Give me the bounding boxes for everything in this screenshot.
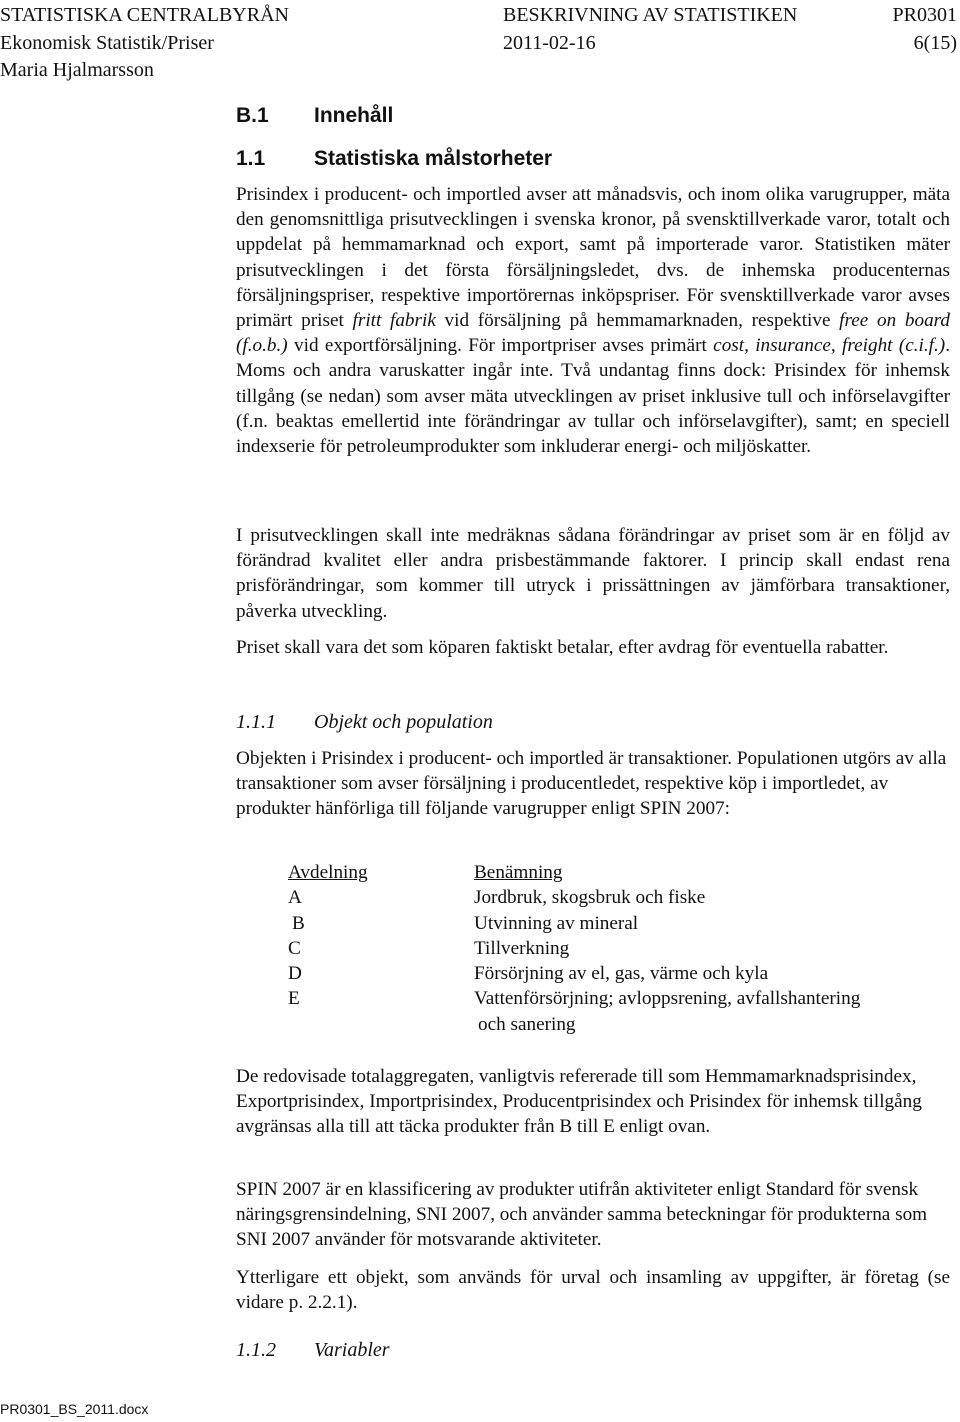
paragraph-population: Objekten i Prisindex i producent- och importled är transaktioner. Populationen utgörs av alla transaktioner som avser försäljning i producentledet, respektive köp i importledet, av produkter hänförliga till följande varugrupper enligt SPIN 2007: [236, 748, 947, 820]
header-doc-code: PR0301 [892, 4, 957, 26]
subsection-111-title: Objekt och population [314, 711, 493, 733]
table-cell-name: Utvinning av mineral [474, 912, 639, 934]
subsection-112-number: 1.1.2 [236, 1339, 276, 1361]
page-header-row-2 [0, 31, 960, 55]
header-date: 2011-02-16 [503, 32, 596, 54]
footer-filename: PR0301_BS_2011.docx [0, 1401, 149, 1417]
subsection-title: Statistiska målstorheter [314, 147, 553, 170]
paragraph-goal [236, 182, 950, 459]
subsection-number: 1.1 [236, 147, 266, 170]
spin-table [236, 860, 950, 1037]
table-cell-code: D [288, 963, 302, 985]
table-cell-code: C [288, 937, 301, 959]
table-cell-code: A [288, 887, 302, 909]
paragraph-goal-part-c: vid exportförsäljning. För importpriser avses primärt [287, 335, 714, 357]
table-row [236, 911, 950, 936]
page-header-row-3 [0, 58, 960, 82]
paragraph-goal-part-a: Prisindex i producent- och importled avser att månadsvis, och inom olika varugrupper, mäta den genomsnittliga prisutvecklingen i svenska kronor, på svensktillverkade varor, totalt och uppdelat på hemmamarknad och export, samt på importerade varor. Statistiken mäter prisutvecklingen i det första försäljningsledet, dvs. de inhemska producenternas försäljningspriser, respektive importörernas inköpspriser. För svensktillverkade varor avses primärt priset [236, 184, 950, 332]
table-cell-code: B [292, 912, 305, 934]
table-row [236, 961, 950, 986]
paragraph-aggregates: De redovisade totalaggregaten, vanligtvis refererade till som Hemmamarknadsprisindex, Exportprisindex, Importprisindex, Producentprisindex och Prisindex för inhemsk tillgång avgränsas alla till att täcka produkter från B till E enligt ovan. [236, 1066, 922, 1138]
header-org: STATISTISKA CENTRALBYRÅN [0, 4, 289, 26]
section-number: B.1 [236, 104, 269, 127]
subsection-111-number: 1.1.1 [236, 711, 276, 733]
table-cell-name: Jordbruk, skogsbruk och fiske [474, 887, 706, 909]
header-doc-type: BESKRIVNING AV STATISTIKEN [503, 4, 798, 26]
paragraph-price: Priset skall vara det som köparen faktiskt betalar, efter avdrag för eventuella rabatter. [236, 637, 889, 658]
term-fritt-fabrik: fritt fabrik [352, 310, 436, 332]
paragraph-spin: SPIN 2007 är en klassificering av produkter utifrån aktiviteter enligt Standard för svensk näringsgrensindelning, SNI 2007, och använder samma beteckningar för produkterna som SNI 2007 använder för motsvarande aktiviteter. [236, 1179, 928, 1251]
table-cell-name: Försörjning av el, gas, värme och kyla [474, 963, 769, 985]
table-row [236, 885, 950, 910]
table-cell-code: E [288, 988, 300, 1010]
column-header-avdelning: Avdelning [288, 862, 368, 883]
paragraph-quality: I prisutvecklingen skall inte medräknas sådana förändringar av priset som är en följd av förändrad kvalitet eller andra prisbestämmande faktorer. I princip skall endast rena prisförändringar, som kommer till utryck i prissättningen av jämförbara transaktioner, påverka utveckling. [236, 525, 950, 622]
subsection-112-title: Variabler [314, 1339, 390, 1361]
header-unit: Ekonomisk Statistik/Priser [0, 32, 214, 54]
term-cif: cost, insurance, freight (c.i.f.) [713, 335, 946, 357]
table-header-row [236, 860, 950, 885]
table-row [236, 936, 950, 961]
header-author: Maria Hjalmarsson [0, 59, 154, 81]
table-row [236, 986, 950, 1011]
term-fob: free on board (f.o.b.) [236, 310, 951, 357]
table-cell-name-continuation: och sanering [478, 1013, 576, 1035]
table-cell-name: Vattenförsörjning; avloppsrening, avfallshantering [474, 988, 861, 1010]
section-title: Innehåll [314, 104, 394, 127]
header-page: 6(15) [913, 32, 957, 54]
paragraph-goal-part-b: vid försäljning på hemmamarknaden, respektive [435, 310, 840, 332]
column-header-benamning: Benämning [474, 862, 563, 883]
page-header-row-1 [0, 3, 960, 27]
table-cell-name: Tillverkning [474, 937, 570, 959]
paragraph-objekt: Ytterligare ett objekt, som används för urval och insamling av uppgifter, är företag (se vidare p. 2.2.1). [236, 1267, 950, 1314]
paragraph-goal-part-d: . Moms och andra varuskatter ingår inte. Två undantag finns dock: Prisindex för inhemsk tillgång (se nedan) som avser mäta utvecklingen av priset inklusive tull och införselavgifter (f.n. beaktas emellertid inte förändringar av tullar och införselavgifter), samt; en speciell indexserie för petroleumprodukter som inkluderar energi- och miljöskatter. [236, 335, 950, 458]
table-row-continuation [236, 1012, 950, 1037]
